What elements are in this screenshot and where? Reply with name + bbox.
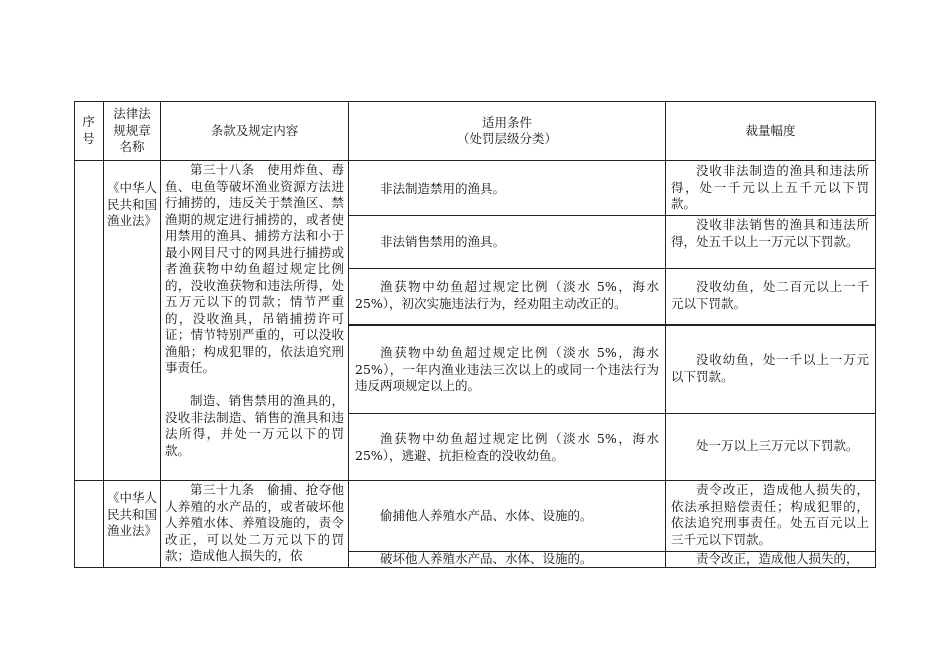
law-name-cell: 《中华人民共和国渔业法》 [107,490,158,538]
condition-cell: 破坏他人养殖水产品、水体、设施的。 [380,551,593,566]
header-provision: 条款及规定内容 [210,123,299,138]
condition-cell: 渔获物中幼鱼超过规定比例（淡水 5%，海水 25%），初次实施违法行为，经劝阻主动改正的。 [355,279,659,311]
range-cell: 责令改正，造成他人损失的，依法承担赔偿责任；构成犯罪的，依法追究刑事责任。处五百元以上三千元以下罚款。 [671,482,869,547]
table-border-right [875,101,876,568]
range-cell: 没收幼鱼，处二百元以上一千元以下罚款。 [671,279,869,311]
range-cell: 处一万以上三万元以下罚款。 [696,438,859,453]
condition-cell: 渔获物中幼鱼超过规定比例（淡水 5%，海水 25%），一年内渔业违法三次以上的或同一个违法行为违反两项规定以上的。 [355,345,659,393]
row-divider [348,215,876,216]
header-range: 裁量幅度 [745,123,796,138]
condition-cell: 非法制造禁用的渔具。 [380,181,506,196]
law-name-cell: 《中华人民共和国渔业法》 [107,180,158,228]
table-border-top [74,101,876,102]
header-conditions: 适用条件 [481,115,532,130]
column-divider [160,101,161,568]
provision-cell: 第三十九条 偷捕、抢夺他人养殖的水产品的，或者破坏他人养殖水体、养殖设施的，责令改正，可以处二万元以下的罚款；造成他人损失的，依 [165,482,344,563]
header-conditions-sub: （处罚层级分类） [456,131,557,146]
row-divider [348,268,876,269]
condition-cell: 偷捕他人养殖水产品、水体、设施的。 [380,508,593,523]
header-bottom-rule [74,160,876,161]
column-divider [103,101,104,568]
range-cell: 没收非法销售的渔具和违法所得，处五千以上一万元以下罚款。 [671,217,869,249]
table-border-left [74,101,75,568]
row-group-divider [74,480,876,481]
column-divider [665,101,666,568]
condition-cell: 渔获物中幼鱼超过规定比例（淡水 5%，海水 25%），逃避、抗拒检查的没收幼鱼。 [355,431,659,463]
range-cell: 责令改正，造成他人损失的， [696,551,859,566]
provision-cell: 第三十八条 使用炸鱼、毒鱼、电鱼等破坏渔业资源方法进行捕捞的，违反关于禁渔区、禁渔期的规定进行捕捞的，或者使用禁用的渔具、捕捞方法和小于最小网目尺寸的网具进行捕捞或者渔获物中幼鱼超过规定比例的，没收渔获物和违法所得，处五万元以下的罚款；情节严重的，没收渔具，吊销捕捞许可证；情节特别严重的，可以没收渔船；构成犯罪的，依法追究刑事责任。 [165,162,344,375]
column-divider [348,101,349,568]
header-law-name: 法律法规规章名称 [113,106,151,154]
row-divider [348,413,876,414]
range-cell: 没收非法制造的渔具和违法所得，处一千元以上五千元以下罚款。 [671,163,869,211]
range-cell: 没收幼鱼，处一千以上一万元以下罚款。 [671,352,869,384]
header-seq: 序号 [82,114,95,146]
condition-cell: 非法销售禁用的渔具。 [380,234,506,249]
provision-cell: 制造、销售禁用的渔具的，没收非法制造、销售的渔具和违法所得，并处一万元以下的罚款。 [165,393,344,458]
row-divider [348,324,876,326]
